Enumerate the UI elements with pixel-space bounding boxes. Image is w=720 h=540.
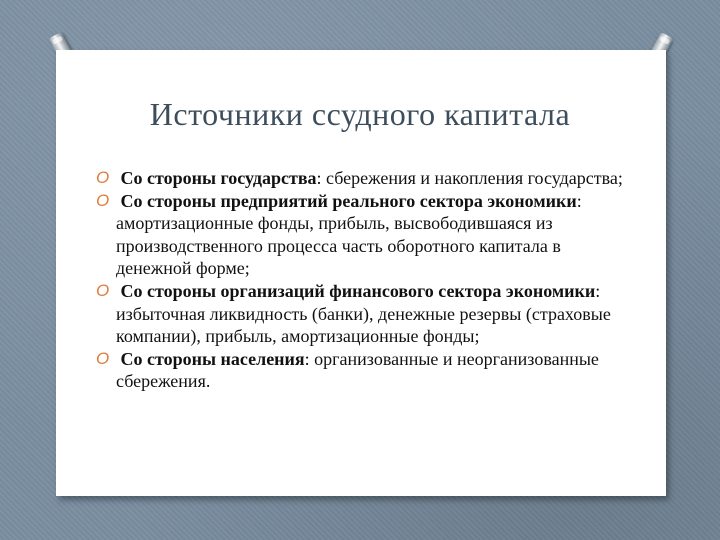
bullet-icon: O [96, 348, 110, 368]
list-item [96, 190, 636, 280]
item-heading: Со стороны населения [120, 348, 305, 369]
item-text: : избыточная ликвидность (банки), денежные резервы (страховые компании), прибыль, амортизационные фонды; [116, 280, 611, 347]
list-item [96, 167, 636, 190]
item-text: : амортизационные фонды, прибыль, высвободившаяся из производственного процесса часть оборотного капитала в денежной форме; [116, 190, 582, 279]
list-item [96, 348, 636, 393]
item-text: : сбережения и накопления государства; [316, 168, 623, 188]
item-heading: Со стороны государства [120, 168, 317, 188]
item-heading: Со стороны организаций финансового сектора экономики [120, 280, 596, 301]
slide-title: Источники ссудного капитала [149, 96, 571, 132]
bullet-list [96, 167, 636, 393]
item-heading: Со стороны предприятий реального сектора экономики [120, 190, 577, 211]
item-text: : организованные и неорганизованные сбережения. [116, 348, 599, 392]
bullet-icon: O [96, 190, 110, 210]
bullet-icon: O [96, 168, 110, 187]
list-item [96, 280, 636, 348]
bullet-icon: O [96, 280, 110, 300]
